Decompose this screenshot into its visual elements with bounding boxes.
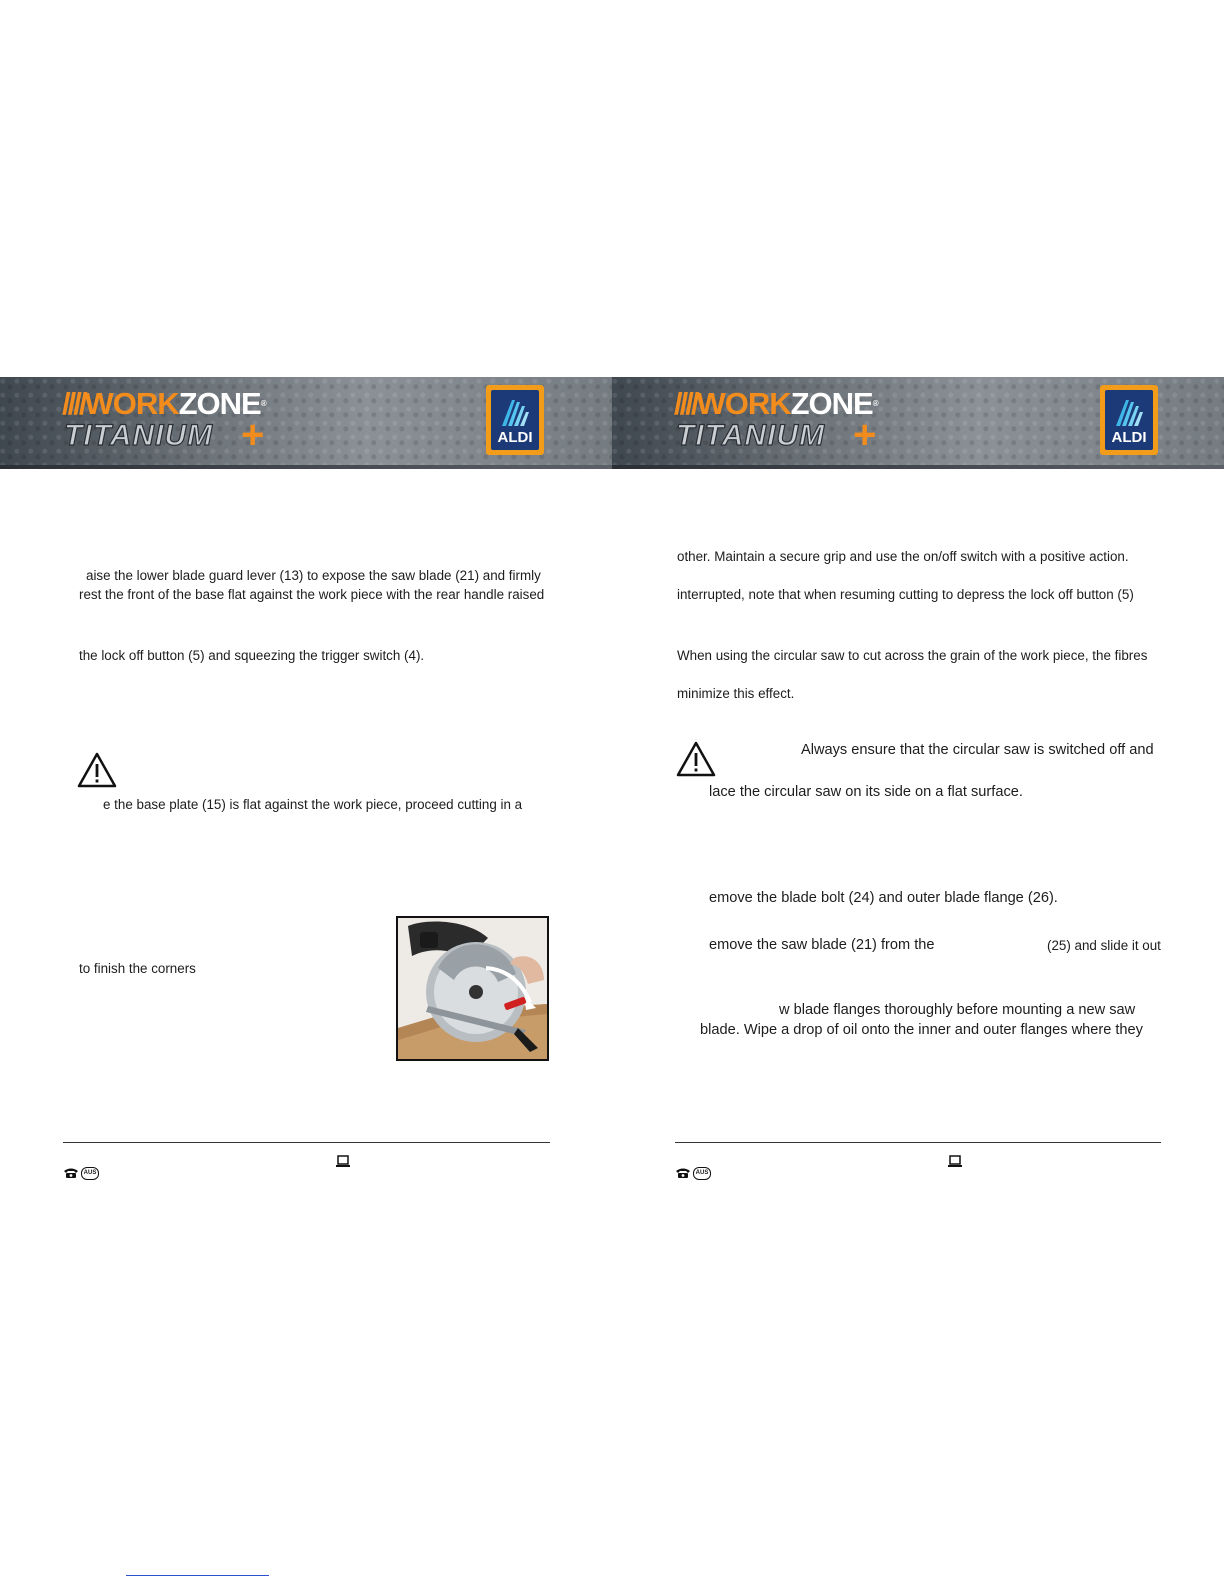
body-text-line: blade. Wipe a drop of oil onto the inner and outer flanges where they	[700, 1022, 1143, 1038]
body-text-line: rest the front of the base flat against the work piece with the rear handle raised	[79, 587, 545, 602]
titanium-logo: TITANIUM	[676, 419, 826, 452]
titanium-plus-mark: +	[241, 413, 265, 457]
body-text-line: aise the lower blade guard lever (13) to expose the saw blade (21) and firmly	[86, 568, 541, 583]
body-text-line: other. Maintain a secure grip and use the on/off switch with a positive action.	[677, 549, 1129, 564]
circular-saw-photo	[396, 916, 549, 1061]
step-text-line: (25) and slide it out	[1047, 938, 1161, 953]
footer-divider	[63, 1142, 550, 1143]
phone-icon	[63, 1167, 79, 1179]
body-text-line: the lock off button (5) and squeezing the trigger switch (4).	[79, 648, 425, 663]
body-text-line: lace the circular saw on its side on a flat surface.	[709, 784, 1023, 800]
warning-triangle-icon	[77, 752, 117, 788]
titanium-plus-mark: +	[853, 413, 877, 457]
warning-text: Always ensure that the circular saw is switched off and	[801, 742, 1154, 758]
laptop-icon	[335, 1155, 351, 1169]
header-banner-left	[0, 377, 612, 469]
aldi-wordmark: ALDI	[1111, 429, 1147, 446]
bottom-link-underline[interactable]	[126, 1575, 269, 1576]
region-badge: AUS	[81, 1167, 99, 1180]
body-text-line: to finish the corners	[79, 961, 196, 976]
aldi-logo	[486, 385, 544, 455]
workzone-logo: ////WORKZONE®	[62, 386, 266, 421]
workzone-logo: ////WORKZONE®	[674, 386, 878, 421]
body-text-line: e the base plate (15) is flat against the work piece, proceed cutting in a	[103, 797, 523, 812]
footer-divider	[675, 1142, 1161, 1143]
warning-triangle-icon	[676, 741, 716, 777]
phone-icon	[675, 1167, 691, 1179]
region-badge: AUS	[693, 1167, 711, 1180]
aldi-stripes-icon	[500, 398, 530, 428]
step-text-line: emove the saw blade (21) from the	[709, 937, 935, 953]
aldi-logo	[1100, 385, 1158, 455]
body-text-line: interrupted, note that when resuming cutting to depress the lock off button (5)	[677, 587, 1134, 602]
titanium-logo: TITANIUM	[64, 419, 214, 452]
body-text-line: minimize this effect.	[677, 686, 795, 701]
body-text-line: When using the circular saw to cut across the grain of the work piece, the fibres	[677, 648, 1148, 663]
step-text-line: emove the blade bolt (24) and outer blade flange (26).	[709, 890, 1058, 906]
laptop-icon	[947, 1155, 963, 1169]
header-banner-right	[612, 377, 1224, 469]
aldi-stripes-icon	[1114, 398, 1144, 428]
aldi-wordmark: ALDI	[497, 429, 533, 446]
body-text-line: w blade flanges thoroughly before mounting a new saw	[779, 1002, 1136, 1018]
